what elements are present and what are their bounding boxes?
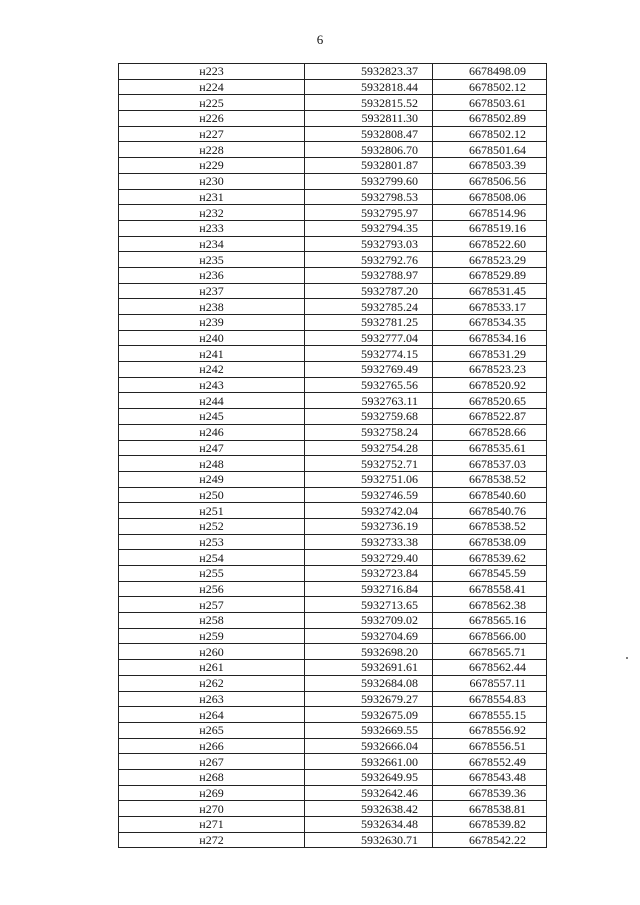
point-id-cell: н264 xyxy=(119,707,305,723)
point-id-cell: н232 xyxy=(119,205,305,221)
y-coordinate-cell: 6678502.12 xyxy=(433,79,547,95)
point-id-cell: н262 xyxy=(119,675,305,691)
x-coordinate-cell: 5932795.97 xyxy=(305,205,433,221)
y-coordinate-cell: 6678552.49 xyxy=(433,754,547,770)
y-coordinate-cell: 6678522.87 xyxy=(433,409,547,425)
y-coordinate-cell: 6678554.83 xyxy=(433,691,547,707)
y-coordinate-cell: 6678523.29 xyxy=(433,252,547,268)
table-row xyxy=(119,424,547,440)
y-coordinate-cell: 6678534.35 xyxy=(433,315,547,331)
point-id-cell: н267 xyxy=(119,754,305,770)
table-row xyxy=(119,205,547,221)
table-row xyxy=(119,377,547,393)
x-coordinate-cell: 5932763.11 xyxy=(305,393,433,409)
point-id-cell: н271 xyxy=(119,817,305,833)
x-coordinate-cell: 5932769.49 xyxy=(305,362,433,378)
table-row xyxy=(119,503,547,519)
table-row xyxy=(119,126,547,142)
x-coordinate-cell: 5932713.65 xyxy=(305,597,433,613)
y-coordinate-cell: 6678501.64 xyxy=(433,142,547,158)
table-row xyxy=(119,613,547,629)
point-id-cell: н227 xyxy=(119,126,305,142)
y-coordinate-cell: 6678529.89 xyxy=(433,267,547,283)
y-coordinate-cell: 6678540.76 xyxy=(433,503,547,519)
table-row xyxy=(119,769,547,785)
x-coordinate-cell: 5932704.69 xyxy=(305,628,433,644)
point-id-cell: н243 xyxy=(119,377,305,393)
coordinates-table-body xyxy=(119,64,547,848)
table-row xyxy=(119,362,547,378)
x-coordinate-cell: 5932799.60 xyxy=(305,173,433,189)
point-id-cell: н241 xyxy=(119,346,305,362)
y-coordinate-cell: 6678522.60 xyxy=(433,236,547,252)
point-id-cell: н246 xyxy=(119,424,305,440)
table-row xyxy=(119,330,547,346)
y-coordinate-cell: 6678528.66 xyxy=(433,424,547,440)
x-coordinate-cell: 5932811.30 xyxy=(305,111,433,127)
x-coordinate-cell: 5932765.56 xyxy=(305,377,433,393)
y-coordinate-cell: 6678508.06 xyxy=(433,189,547,205)
coordinates-table xyxy=(118,63,547,848)
table-row xyxy=(119,111,547,127)
y-coordinate-cell: 6678506.56 xyxy=(433,173,547,189)
y-coordinate-cell: 6678537.03 xyxy=(433,456,547,472)
y-coordinate-cell: 6678523.23 xyxy=(433,362,547,378)
table-row xyxy=(119,738,547,754)
table-row xyxy=(119,550,547,566)
table-row xyxy=(119,409,547,425)
point-id-cell: н233 xyxy=(119,220,305,236)
x-coordinate-cell: 5932794.35 xyxy=(305,220,433,236)
x-coordinate-cell: 5932754.28 xyxy=(305,440,433,456)
y-coordinate-cell: 6678562.44 xyxy=(433,660,547,676)
point-id-cell: н229 xyxy=(119,158,305,174)
y-coordinate-cell: 6678539.36 xyxy=(433,785,547,801)
y-coordinate-cell: 6678556.51 xyxy=(433,738,547,754)
x-coordinate-cell: 5932746.59 xyxy=(305,487,433,503)
x-coordinate-cell: 5932806.70 xyxy=(305,142,433,158)
point-id-cell: н269 xyxy=(119,785,305,801)
x-coordinate-cell: 5932808.47 xyxy=(305,126,433,142)
y-coordinate-cell: 6678538.52 xyxy=(433,518,547,534)
table-row xyxy=(119,64,547,80)
x-coordinate-cell: 5932630.71 xyxy=(305,832,433,848)
table-row xyxy=(119,173,547,189)
x-coordinate-cell: 5932818.44 xyxy=(305,79,433,95)
x-coordinate-cell: 5932742.04 xyxy=(305,503,433,519)
point-id-cell: н245 xyxy=(119,409,305,425)
table-row xyxy=(119,817,547,833)
table-row xyxy=(119,597,547,613)
point-id-cell: н256 xyxy=(119,581,305,597)
y-coordinate-cell: 6678514.96 xyxy=(433,205,547,221)
x-coordinate-cell: 5932675.09 xyxy=(305,707,433,723)
point-id-cell: н249 xyxy=(119,471,305,487)
point-id-cell: н237 xyxy=(119,283,305,299)
x-coordinate-cell: 5932666.04 xyxy=(305,738,433,754)
y-coordinate-cell: 6678555.15 xyxy=(433,707,547,723)
page-number: 6 xyxy=(316,32,324,47)
x-coordinate-cell: 5932679.27 xyxy=(305,691,433,707)
table-row xyxy=(119,79,547,95)
y-coordinate-cell: 6678531.29 xyxy=(433,346,547,362)
point-id-cell: н252 xyxy=(119,518,305,534)
point-id-cell: н250 xyxy=(119,487,305,503)
point-id-cell: н270 xyxy=(119,801,305,817)
x-coordinate-cell: 5932787.20 xyxy=(305,283,433,299)
y-coordinate-cell: 6678538.09 xyxy=(433,534,547,550)
x-coordinate-cell: 5932792.76 xyxy=(305,252,433,268)
x-coordinate-cell: 5932815.52 xyxy=(305,95,433,111)
table-row xyxy=(119,722,547,738)
y-coordinate-cell: 6678540.60 xyxy=(433,487,547,503)
x-coordinate-cell: 5932698.20 xyxy=(305,644,433,660)
table-row xyxy=(119,534,547,550)
table-row xyxy=(119,691,547,707)
y-coordinate-cell: 6678531.45 xyxy=(433,283,547,299)
x-coordinate-cell: 5932684.08 xyxy=(305,675,433,691)
point-id-cell: н263 xyxy=(119,691,305,707)
table-row xyxy=(119,189,547,205)
y-coordinate-cell: 6678562.38 xyxy=(433,597,547,613)
y-coordinate-cell: 6678557.11 xyxy=(433,675,547,691)
point-id-cell: н231 xyxy=(119,189,305,205)
x-coordinate-cell: 5932823.37 xyxy=(305,64,433,80)
point-id-cell: н259 xyxy=(119,628,305,644)
table-row xyxy=(119,566,547,582)
y-coordinate-cell: 6678556.92 xyxy=(433,722,547,738)
y-coordinate-cell: 6678520.65 xyxy=(433,393,547,409)
point-id-cell: н272 xyxy=(119,832,305,848)
point-id-cell: н260 xyxy=(119,644,305,660)
x-coordinate-cell: 5932649.95 xyxy=(305,769,433,785)
point-id-cell: н253 xyxy=(119,534,305,550)
x-coordinate-cell: 5932736.19 xyxy=(305,518,433,534)
x-coordinate-cell: 5932716.84 xyxy=(305,581,433,597)
y-coordinate-cell: 6678533.17 xyxy=(433,299,547,315)
table-row xyxy=(119,487,547,503)
point-id-cell: н257 xyxy=(119,597,305,613)
x-coordinate-cell: 5932634.48 xyxy=(305,817,433,833)
x-coordinate-cell: 5932691.61 xyxy=(305,660,433,676)
table-row xyxy=(119,283,547,299)
table-row xyxy=(119,299,547,315)
x-coordinate-cell: 5932709.02 xyxy=(305,613,433,629)
x-coordinate-cell: 5932759.68 xyxy=(305,409,433,425)
point-id-cell: н238 xyxy=(119,299,305,315)
y-coordinate-cell: 6678534.16 xyxy=(433,330,547,346)
point-id-cell: н265 xyxy=(119,722,305,738)
table-row xyxy=(119,628,547,644)
x-coordinate-cell: 5932758.24 xyxy=(305,424,433,440)
point-id-cell: н228 xyxy=(119,142,305,158)
x-coordinate-cell: 5932723.84 xyxy=(305,566,433,582)
x-coordinate-cell: 5932777.04 xyxy=(305,330,433,346)
table-row xyxy=(119,142,547,158)
y-coordinate-cell: 6678503.61 xyxy=(433,95,547,111)
table-row xyxy=(119,236,547,252)
x-coordinate-cell: 5932733.38 xyxy=(305,534,433,550)
x-coordinate-cell: 5932774.15 xyxy=(305,346,433,362)
y-coordinate-cell: 6678566.00 xyxy=(433,628,547,644)
x-coordinate-cell: 5932785.24 xyxy=(305,299,433,315)
x-coordinate-cell: 5932781.25 xyxy=(305,315,433,331)
y-coordinate-cell: 6678520.92 xyxy=(433,377,547,393)
table-row xyxy=(119,675,547,691)
point-id-cell: н234 xyxy=(119,236,305,252)
table-row xyxy=(119,518,547,534)
y-coordinate-cell: 6678565.71 xyxy=(433,644,547,660)
point-id-cell: н268 xyxy=(119,769,305,785)
y-coordinate-cell: 6678539.82 xyxy=(433,817,547,833)
point-id-cell: н248 xyxy=(119,456,305,472)
x-coordinate-cell: 5932729.40 xyxy=(305,550,433,566)
table-row xyxy=(119,393,547,409)
table-row xyxy=(119,801,547,817)
table-row xyxy=(119,220,547,236)
table-row xyxy=(119,660,547,676)
y-coordinate-cell: 6678565.16 xyxy=(433,613,547,629)
y-coordinate-cell: 6678542.22 xyxy=(433,832,547,848)
table-row xyxy=(119,346,547,362)
x-coordinate-cell: 5932638.42 xyxy=(305,801,433,817)
x-coordinate-cell: 5932669.55 xyxy=(305,722,433,738)
y-coordinate-cell: 6678545.59 xyxy=(433,566,547,582)
x-coordinate-cell: 5932642.46 xyxy=(305,785,433,801)
y-coordinate-cell: 6678558.41 xyxy=(433,581,547,597)
table-row xyxy=(119,707,547,723)
y-coordinate-cell: 6678502.12 xyxy=(433,126,547,142)
point-id-cell: н236 xyxy=(119,267,305,283)
point-id-cell: н255 xyxy=(119,566,305,582)
point-id-cell: н223 xyxy=(119,64,305,80)
table-row xyxy=(119,644,547,660)
table-row xyxy=(119,471,547,487)
x-coordinate-cell: 5932751.06 xyxy=(305,471,433,487)
y-coordinate-cell: 6678503.39 xyxy=(433,158,547,174)
table-row xyxy=(119,158,547,174)
point-id-cell: н258 xyxy=(119,613,305,629)
y-coordinate-cell: 6678538.52 xyxy=(433,471,547,487)
y-coordinate-cell: 6678519.16 xyxy=(433,220,547,236)
point-id-cell: н240 xyxy=(119,330,305,346)
point-id-cell: н247 xyxy=(119,440,305,456)
table-row xyxy=(119,754,547,770)
table-row xyxy=(119,252,547,268)
y-coordinate-cell: 6678498.09 xyxy=(433,64,547,80)
table-row xyxy=(119,785,547,801)
point-id-cell: н239 xyxy=(119,315,305,331)
x-coordinate-cell: 5932661.00 xyxy=(305,754,433,770)
point-id-cell: н230 xyxy=(119,173,305,189)
table-row xyxy=(119,315,547,331)
table-row xyxy=(119,456,547,472)
y-coordinate-cell: 6678543.48 xyxy=(433,769,547,785)
table-row xyxy=(119,440,547,456)
point-id-cell: н225 xyxy=(119,95,305,111)
point-id-cell: н224 xyxy=(119,79,305,95)
scan-speck xyxy=(626,657,628,659)
point-id-cell: н261 xyxy=(119,660,305,676)
point-id-cell: н251 xyxy=(119,503,305,519)
point-id-cell: н266 xyxy=(119,738,305,754)
point-id-cell: н254 xyxy=(119,550,305,566)
x-coordinate-cell: 5932801.87 xyxy=(305,158,433,174)
point-id-cell: н242 xyxy=(119,362,305,378)
point-id-cell: н244 xyxy=(119,393,305,409)
x-coordinate-cell: 5932798.53 xyxy=(305,189,433,205)
table-row xyxy=(119,581,547,597)
point-id-cell: н235 xyxy=(119,252,305,268)
y-coordinate-cell: 6678539.62 xyxy=(433,550,547,566)
x-coordinate-cell: 5932752.71 xyxy=(305,456,433,472)
y-coordinate-cell: 6678502.89 xyxy=(433,111,547,127)
table-row xyxy=(119,832,547,848)
y-coordinate-cell: 6678538.81 xyxy=(433,801,547,817)
x-coordinate-cell: 5932788.97 xyxy=(305,267,433,283)
table-row xyxy=(119,95,547,111)
table-row xyxy=(119,267,547,283)
y-coordinate-cell: 6678535.61 xyxy=(433,440,547,456)
point-id-cell: н226 xyxy=(119,111,305,127)
x-coordinate-cell: 5932793.03 xyxy=(305,236,433,252)
